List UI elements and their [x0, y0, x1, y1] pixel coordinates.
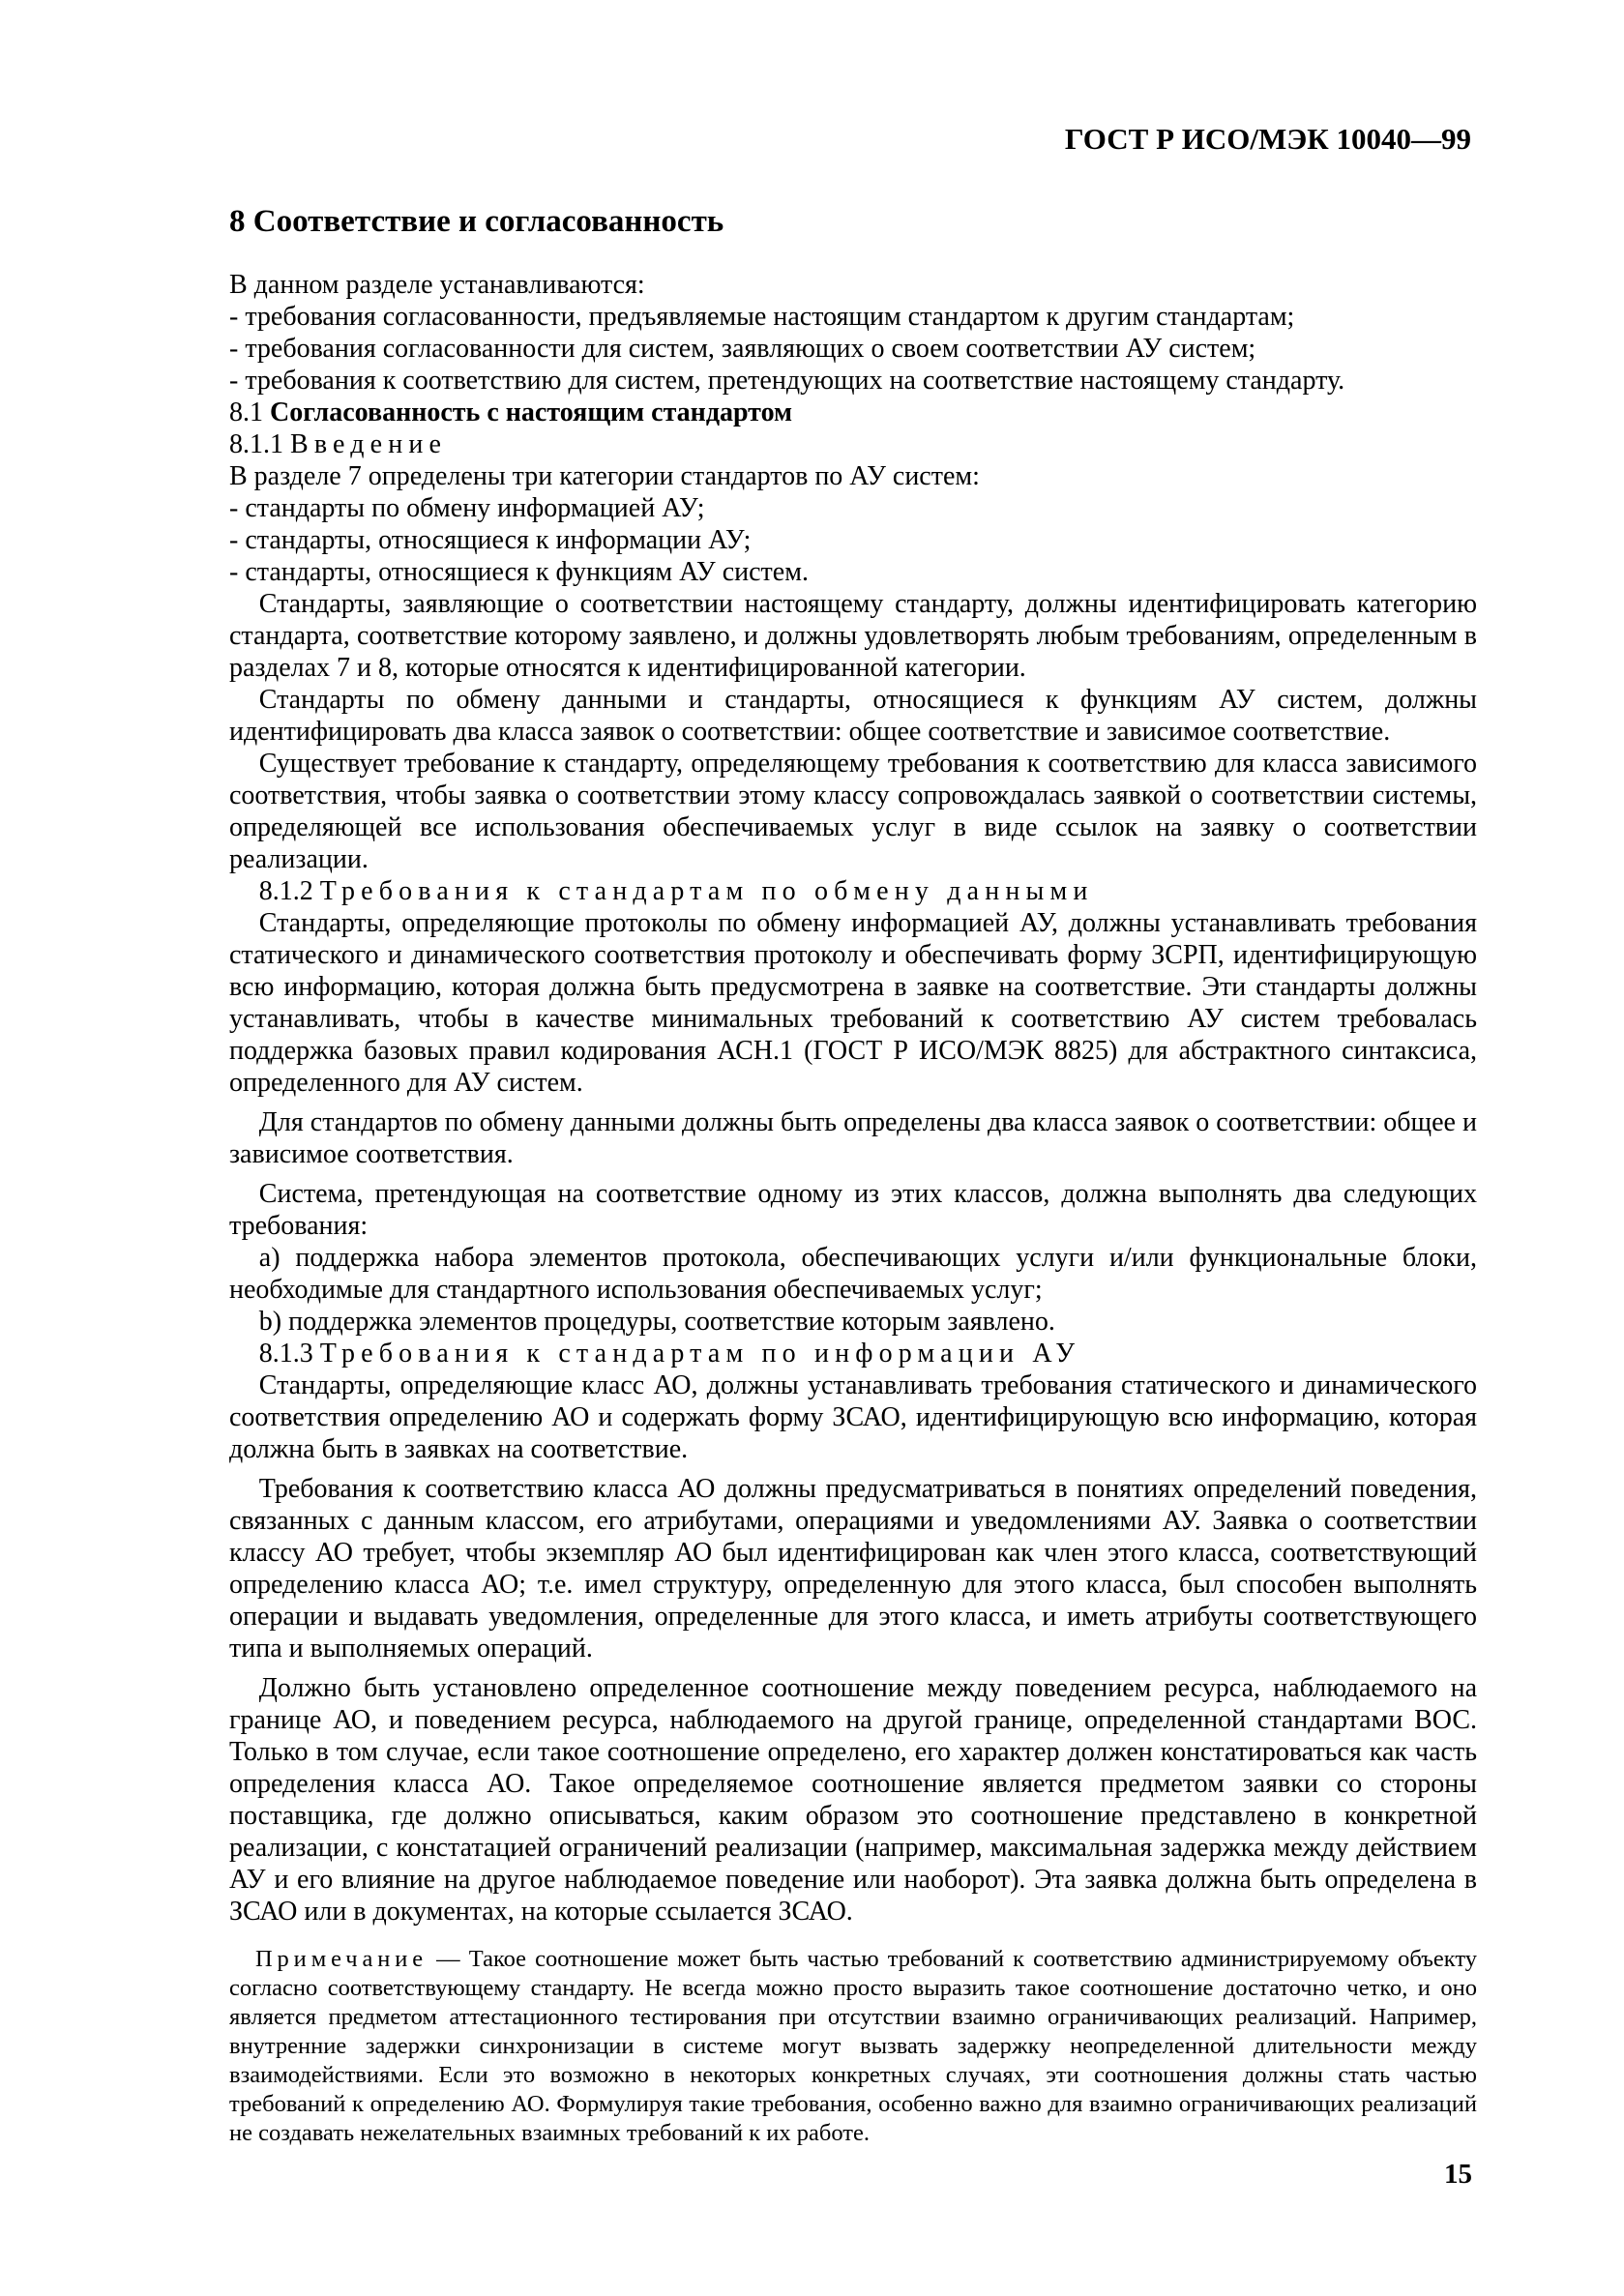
paragraph: Для стандартов по обмену данными должны быть определены два класса заявок о соответствии: общее и зависимое соответствия. [229, 1106, 1477, 1169]
paragraph: Стандарты, определяющие протоколы по обмену информацией АУ, должны устанавливать требования статического и динамического соответствия протоколу и обеспечивать форму ЗСРП, идентифицирующую всю информацию, которая должна быть предусмотрена в заявке на соответствие. Эти стандарты должны устанавливать, чтобы в качестве минимальных требований к соответствию АУ систем требовалась поддержка базовых правил кодирования АСН.1 (ГОСТ Р ИСО/МЭК 8825) для абстрактного синтаксиса, определенного для АУ систем. [229, 907, 1477, 1098]
subsection-8-1-1-heading [229, 428, 1477, 460]
paragraph: Система, претендующая на соответствие одному из этих классов, должна выполнять два следующих требования: [229, 1178, 1477, 1241]
note-label: Примечание [254, 1945, 428, 1972]
subsection-number: 8.1.2 [258, 875, 313, 906]
section-title: 8 Соответствие и согласованность [229, 204, 724, 239]
s811-item: - стандарты по обмену информацией АУ; [229, 492, 705, 523]
subsection-8-1-2-heading [229, 875, 1477, 907]
note [229, 1945, 1477, 2148]
paragraph: Стандарты, определяющие класс АО, должны устанавливать требования статического и динамического соответствия определению АО и содержать форму ЗСАО, идентифицирующую всю информацию, которая должна быть в заявках на соответствие. [229, 1369, 1477, 1464]
paragraph: Стандарты по обмену данными и стандарты, относящиеся к функциям АУ систем, должны идентифицировать два класса заявок о соответствии: общее соответствие и зависимое соответствие. [229, 684, 1477, 747]
paragraph: Существует требование к стандарту, определяющему требования к соответствию для класса зависимого соответствия, чтобы заявка о соответствии этому классу сопровождалась заявкой о соответствии системы, определяющей все использования обеспечиваемых услуг в виде ссылок на заявку о соответствии реализации. [229, 748, 1477, 874]
note-text: — Такое соотношение может быть частью требований к соответствию администрируемому объекту согласно соответствующему стандарту. Не всегда можно просто выразить такое соотношение достаточно четко, и оно является предметом аттестационного тестирования при отсутствии взаимно ограничивающих реализаций. Например, внутренние задержки синхронизации в системе могут вызвать задержку неопределенной длительности между взаимодействиями. Если это возможно в некоторых конкретных случаях, эти соотношения должны стать частью требований к определению АО. Формулируя такие требования, особенно важно для взаимно ограничивающих реализаций не создавать нежелательных взаимных требований к их работе. [229, 1945, 1477, 2146]
subsection-title: Введение [290, 428, 448, 459]
paragraph: Должно быть установлено определенное соотношение между поведением ресурса, наблюдаемого на границе АО, и поведением ресурса, наблюдаемого на другой границе, определенной стандартами ВОС. Только в том случае, если такое соотношение определено, его характер должен констатироваться как часть определения класса АО. Такое определяемое соотношение является предметом заявки со стороны поставщика, где должно описываться, каким образом это соотношение представлено в конкретной реализации, с констатацией ограничений реализации (например, максимальная задержка между действием АУ и его влияние на другое наблюдаемое поведение или наоборот). Эта заявка должна быть определена в ЗСАО или в документах, на которые ссылается ЗСАО. [229, 1672, 1477, 1927]
intro-lead: В данном разделе устанавливаются: [229, 269, 645, 300]
subsection-title: Требования к стандартам по информации АУ [319, 1338, 1081, 1369]
subsection-title: Согласованность с настоящим стандартом [270, 397, 793, 427]
s811-item: - стандарты, относящиеся к информации АУ; [229, 524, 752, 555]
intro-item: - требования согласованности для систем, заявляющих о своем соответствии АУ систем; [229, 333, 1256, 364]
s811-item: - стандарты, относящиеся к функциям АУ систем. [229, 556, 809, 587]
list-item: b) поддержка элементов процедуры, соответствие которым заявлено. [258, 1306, 1055, 1337]
document-code-header: ГОСТ Р ИСО/МЭК 10040—99 [1064, 122, 1471, 156]
subsection-number: 8.1.3 [258, 1338, 313, 1369]
subsection-number: 8.1.1 [229, 428, 283, 459]
intro-item: - требования к соответствию для систем, претендующих на соответствие настоящему стандарту. [229, 365, 1345, 396]
list-item: a) поддержка набора элементов протокола, обеспечивающих услуги и/или функциональные блоки, необходимые для стандартного использования обеспечиваемых услуг; [229, 1242, 1477, 1305]
page-content [229, 203, 1477, 2148]
subsection-title: Требования к стандартам по обмену данными [319, 875, 1094, 906]
paragraph: Требования к соответствию класса АО должны предусматриваться в понятиях определений поведения, связанных с данным классом, его атрибутами, операциями и уведомлениями АУ. Заявка о соответствии классу АО требует, чтобы экземпляр АО был идентифицирован как член этого класса, соответствующий определению класса АО; т.е. имел структуру, определенную для этого класса, был способен выполнять операции и выдавать уведомления, определенные для этого класса, и иметь атрибуты соответствующего типа и выполняемых операций. [229, 1473, 1477, 1663]
s811-lead: В разделе 7 определены три категории стандартов по АУ систем: [229, 460, 980, 491]
subsection-8-1-3-heading [229, 1338, 1477, 1369]
intro-item: - требования согласованности, предъявляемые настоящим стандартом к другим стандартам; [229, 301, 1295, 332]
page-number: 15 [1444, 2159, 1472, 2190]
paragraph: Стандарты, заявляющие о соответствии настоящему стандарту, должны идентифицировать категорию стандарта, соответствие которому заявлено, и должны удовлетворять любым требованиям, определенным в разделах 7 и 8, которые относятся к идентифицированной категории. [229, 588, 1477, 683]
subsection-number: 8.1 [229, 397, 263, 427]
subsection-8-1-heading [229, 397, 1477, 428]
